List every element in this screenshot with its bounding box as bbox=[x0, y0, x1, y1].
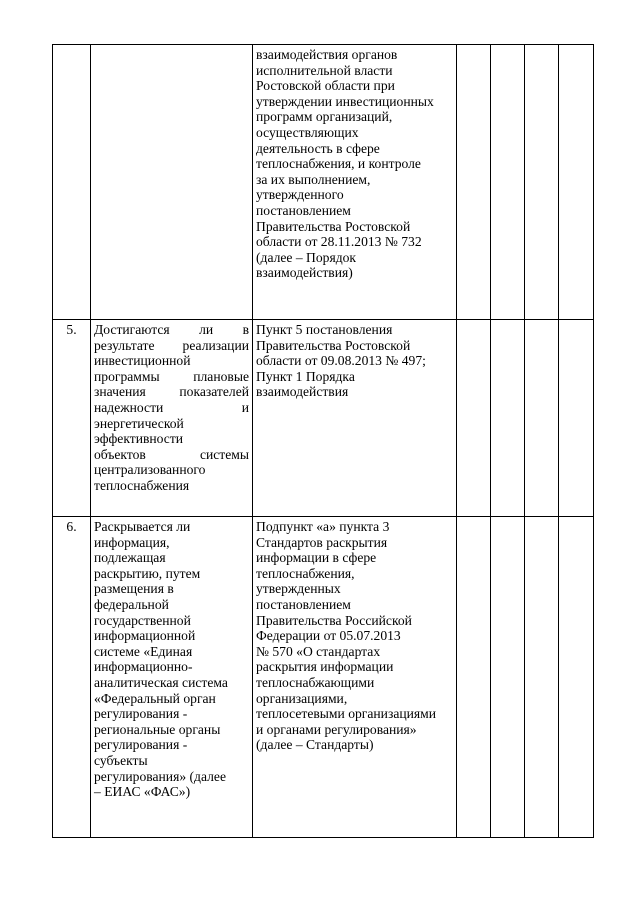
text-line: постановлением bbox=[256, 202, 351, 218]
text-line: теплоснабжения, bbox=[256, 565, 355, 581]
text-line: Раскрывается ли bbox=[94, 519, 191, 534]
row-number bbox=[53, 45, 91, 320]
text-line: и органами регулирования» bbox=[256, 721, 417, 737]
note-cell bbox=[559, 320, 594, 517]
text-line: информация, bbox=[94, 534, 170, 550]
question-cell bbox=[91, 517, 253, 838]
row-number: 6. bbox=[53, 517, 91, 838]
text-line: (далее – Порядок bbox=[256, 249, 357, 265]
text-line: теплоснабжающими bbox=[256, 674, 375, 690]
text-line: информационной bbox=[94, 628, 196, 644]
table-row bbox=[53, 45, 594, 320]
text-line: Федерации от 05.07.2013 bbox=[256, 628, 401, 644]
answer-no-cell bbox=[491, 45, 525, 320]
question-cell bbox=[91, 45, 253, 320]
text-line: Пункт 5 постановления bbox=[256, 322, 393, 337]
text-line: информационно- bbox=[94, 659, 193, 675]
text-line: Достигаются ли в bbox=[94, 322, 249, 337]
text-line: значения показателей bbox=[94, 384, 249, 400]
text-line: аналитическая система bbox=[94, 674, 228, 690]
text-line: организациями, bbox=[256, 690, 348, 706]
text-line: программы плановые bbox=[94, 368, 249, 384]
text-line: Ростовской области при bbox=[256, 78, 395, 94]
text-line: утверждении инвестиционных bbox=[256, 93, 434, 109]
text-line: взаимодействия) bbox=[256, 265, 353, 281]
text-line: Правительства Ростовской bbox=[256, 218, 411, 234]
answer-yes-cell bbox=[457, 45, 491, 320]
text-line: осуществляющих bbox=[256, 124, 359, 140]
reference-cell bbox=[253, 517, 457, 838]
text-line: «Федеральный орган bbox=[94, 690, 216, 706]
text-line: эффективности bbox=[94, 431, 184, 447]
text-line: Стандартов раскрытия bbox=[256, 534, 388, 550]
text-line: инвестиционной bbox=[94, 353, 191, 369]
text-line: подлежащая bbox=[94, 550, 166, 566]
checklist-table bbox=[52, 44, 594, 838]
question-cell bbox=[91, 320, 253, 517]
text-line: теплоснабжения bbox=[94, 477, 190, 493]
reference-cell bbox=[253, 320, 457, 517]
reference-cell bbox=[253, 45, 457, 320]
text-line: информации в сфере bbox=[256, 550, 377, 566]
text-line: объектов системы bbox=[94, 446, 249, 462]
text-line: – ЕИАС «ФАС») bbox=[94, 784, 191, 800]
note-cell bbox=[559, 517, 594, 838]
text-line: федеральной bbox=[94, 596, 169, 612]
text-line: размещения в bbox=[94, 581, 174, 597]
text-line: за их выполнением, bbox=[256, 171, 371, 187]
table-row bbox=[53, 517, 594, 838]
text-line: Пункт 1 Порядка bbox=[256, 368, 355, 384]
text-line: региональные органы bbox=[94, 721, 221, 737]
text-line: государственной bbox=[94, 612, 191, 628]
answer-yes-cell bbox=[457, 517, 491, 838]
text-line: (далее – Стандарты) bbox=[256, 737, 374, 753]
text-line: регулирования - bbox=[94, 737, 188, 753]
text-line: Правительства Российской bbox=[256, 612, 412, 628]
note-cell bbox=[559, 45, 594, 320]
text-line: деятельность в сфере bbox=[256, 140, 380, 156]
text-line: взаимодействия органов bbox=[256, 47, 398, 62]
not-applicable-cell bbox=[525, 45, 559, 320]
text-line: постановлением bbox=[256, 596, 351, 612]
answer-no-cell bbox=[491, 320, 525, 517]
text-line: раскрытию, путем bbox=[94, 565, 201, 581]
text-line: результате реализации bbox=[94, 337, 249, 353]
text-line: централизованного bbox=[94, 462, 206, 478]
not-applicable-cell bbox=[525, 517, 559, 838]
row-number: 5. bbox=[53, 320, 91, 517]
text-line: исполнительной власти bbox=[256, 62, 393, 78]
text-line: энергетической bbox=[94, 415, 184, 431]
text-line: № 570 «О стандартах bbox=[256, 643, 381, 659]
text-line: взаимодействия bbox=[256, 384, 349, 400]
text-line: регулирования» (далее bbox=[94, 768, 226, 784]
text-line: теплоснабжения, и контроле bbox=[256, 156, 421, 172]
table-row bbox=[53, 320, 594, 517]
not-applicable-cell bbox=[525, 320, 559, 517]
text-line: утвержденных bbox=[256, 581, 341, 597]
text-line: области от 09.08.2013 № 497; bbox=[256, 353, 426, 369]
text-line: системе «Единая bbox=[94, 643, 193, 659]
answer-yes-cell bbox=[457, 320, 491, 517]
text-line: области от 28.11.2013 № 732 bbox=[256, 234, 422, 250]
text-line: субъекты bbox=[94, 752, 148, 768]
text-line: программ организаций, bbox=[256, 109, 393, 125]
text-line: Правительства Ростовской bbox=[256, 337, 411, 353]
text-line: теплосетевыми организациями bbox=[256, 706, 437, 722]
text-line: раскрытия информации bbox=[256, 659, 394, 675]
text-line: Подпункт «а» пункта 3 bbox=[256, 519, 390, 534]
answer-no-cell bbox=[491, 517, 525, 838]
text-line: надежности и bbox=[94, 399, 249, 415]
text-line: регулирования - bbox=[94, 706, 188, 722]
text-line: утвержденного bbox=[256, 187, 344, 203]
